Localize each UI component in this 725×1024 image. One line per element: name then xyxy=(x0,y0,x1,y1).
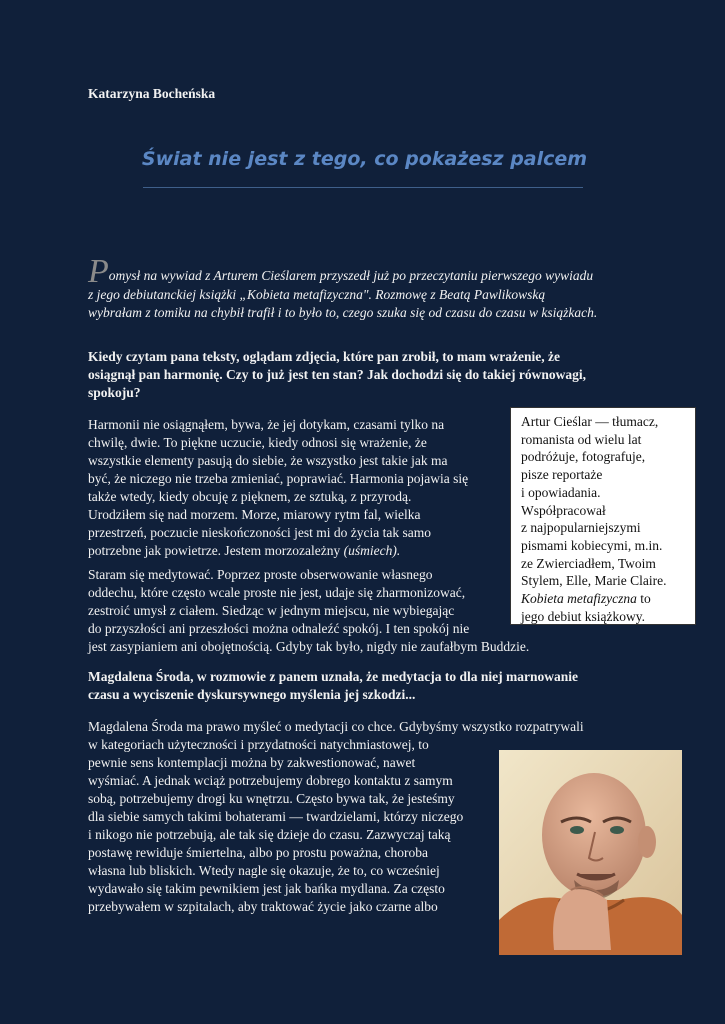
answer-line: chwilę, dwie. To piękne uczucie, kiedy odnosi się wrażenie, że xyxy=(88,435,427,450)
question-line: czasu a wyciszenie dyskursywnego myślenia jej szkodzi... xyxy=(88,687,416,702)
lead-line: z jego debiutanckiej książki „Kobieta metafizyczna". Rozmowę z Beatą Pawlikowską xyxy=(88,287,546,302)
bio-line: romanista od wielu lat xyxy=(521,431,642,447)
bio-line xyxy=(521,590,687,608)
bio-line: jego debiut książkowy. xyxy=(521,608,645,624)
book-title: Kobieta metafizyczna xyxy=(521,591,637,607)
answer-line: także wtedy, kiedy obcuję z pięknem, ze sztuką, z przyrodą. xyxy=(88,489,412,504)
author-name: Katarzyna Bocheńska xyxy=(88,86,216,101)
answer-line xyxy=(88,542,468,560)
answer-line: oddechu, które często wcale proste nie jest, udaje się zharmonizować, xyxy=(88,585,466,600)
answer-line: Harmonii nie osiągnąłem, bywa, że jej dotykam, czasami tylko na xyxy=(88,417,445,432)
answer-line: wyśmiać. A jednak wciąż potrzebujemy dobrego kontaktu z samym xyxy=(88,773,453,788)
article-title: Świat nie jest z tego, co pokażesz palcem xyxy=(141,148,588,170)
answer-line: być, że niczego nie trzeba zmieniać, poprawiać. Harmonia pojawia się xyxy=(88,471,469,486)
bio-line: Artur Cieślar — tłumacz, xyxy=(521,414,659,429)
answer-line: przestrzeń, poczucie nieskończoności jest mi do życia tak samo xyxy=(88,525,431,540)
answer-line: Staram się medytować. Poprzez proste obserwowanie własnego xyxy=(88,567,433,582)
bio-line: i opowiadania. xyxy=(521,484,601,500)
question-1 xyxy=(88,348,648,402)
answer-line: wydawało się takim pewnikiem jest jak bańka mydlana. Za często xyxy=(88,881,445,896)
drop-cap: P xyxy=(88,253,109,290)
answer-line: sobą, potrzebujemy drogi ku wnętrzu. Często bywa tak, że jesteśmy xyxy=(88,791,455,806)
author-portrait-photo xyxy=(499,750,682,955)
bio-line: pismami kobiecymi, m.in. xyxy=(521,537,663,553)
answer-text: potrzebne jak powietrze. Jestem morzozależny xyxy=(88,543,341,558)
question-line: osiągnął pan harmonię. Czy to już jest ten stan? Jak dochodzi się do takiej równowagi, xyxy=(88,367,587,382)
lead-line: omysł na wywiad z Arturem Cieślarem przyszedł już po przeczytaniu pierwszego wywiadu xyxy=(108,268,594,283)
answer-line: i nikogo nie potrzebują, ale tak się dzieje do czasu. Zazwyczaj taką xyxy=(88,827,451,842)
bio-line: z najpopularniejszymi xyxy=(521,520,641,536)
answer-line: zestroić umysł z ciałem. Siedząc w jednym miejscu, nie wybiegając xyxy=(88,603,455,618)
bio-line: ze Zwierciadłem, Twoim xyxy=(521,555,656,571)
answer-line: Urodziłem się nad morzem. Morze, miarowy rytm fal, wielka xyxy=(88,507,421,522)
bio-line: pisze reportaże xyxy=(521,467,603,483)
answer-line: postawę rewiduje śmiertelna, albo po prostu poważna, choroba xyxy=(88,845,429,860)
answer-1-paragraph-1 xyxy=(88,416,468,560)
answer-line: pewnie sens kontemplacji można by zakwestionować, nawet xyxy=(88,755,416,770)
bio-text: to xyxy=(636,591,651,607)
title-divider xyxy=(143,187,583,188)
lead-line: wybrałam z tomiku na chybił trafił i to było to, czego szuka się od czasu do czasu w książkach. xyxy=(88,305,598,320)
lead-paragraph xyxy=(88,253,648,322)
answer-line: do przyszłości ani przeszłości można odnaleźć spokój. I ten spokój nie xyxy=(88,621,470,636)
answer-italic-note: (uśmiech). xyxy=(343,543,401,558)
answer-line: jest zasypianiem ani obojętnością. Gdyby tak było, nigdy nie zaufałbym Buddzie. xyxy=(88,639,530,654)
answer-line: w kategoriach użyteczności i przydatności natychmiastowej, to xyxy=(88,737,429,752)
answer-line: przebywałem w szpitalach, aby traktować życie jako czarne albo xyxy=(88,899,438,914)
bio-line: Współpracował xyxy=(521,502,606,518)
author-bio-box xyxy=(510,407,696,625)
question-line: Kiedy czytam pana teksty, oglądam zdjęcia, które pan zrobił, to mam wrażenie, że xyxy=(88,349,560,364)
question-line: spokoju? xyxy=(88,385,141,400)
answer-line: dla siebie samych takimi bohaterami — twardzielami, którzy niczego xyxy=(88,809,464,824)
answer-line: Magdalena Środa ma prawo myśleć o medytacji co chce. Gdybyśmy wszystko rozpatrywali xyxy=(88,719,584,734)
answer-line: własna lub bliskich. Wtedy nagle się okazuje, że to, co wcześniej xyxy=(88,863,440,878)
bio-line: podróżuje, fotografuje, xyxy=(521,449,646,465)
question-line: Magdalena Środa, w rozmowie z panem uznała, że medytacja to dla niej marnowanie xyxy=(88,669,578,684)
question-2 xyxy=(88,668,648,704)
answer-line: wszystkie elementy pasują do siebie, że wszystko jest takie jak ma xyxy=(88,453,448,468)
bio-line: Stylem, Elle, Marie Claire. xyxy=(521,573,667,589)
answer-1-paragraph-2 xyxy=(88,566,529,656)
